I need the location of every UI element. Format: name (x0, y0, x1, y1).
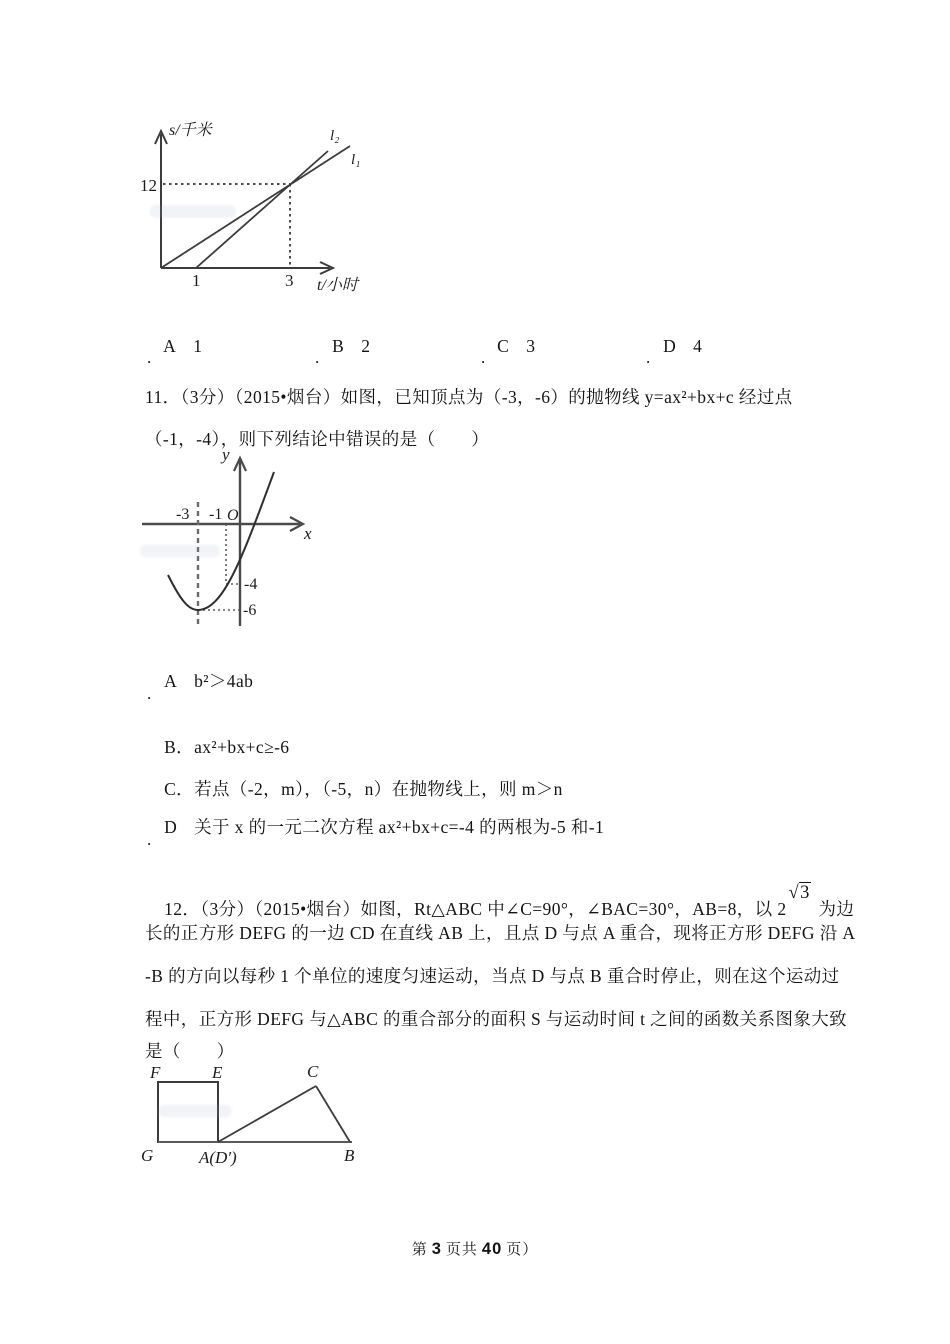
q10-option-b (313, 313, 370, 379)
q11-dot-2: . (147, 830, 152, 849)
q12-stem-line1-prefix: 12．（3分）（2015•烟台）如图，Rt△ABC 中∠C=90°，∠BAC=30°，AB=8，以 2 (164, 899, 787, 919)
q10-option-d-value: 4 (693, 336, 703, 356)
q11-option-b-label: B． (164, 737, 195, 757)
q11-option-a-text: b²＞4ab (194, 671, 254, 691)
triangle-side-cb (316, 1086, 350, 1142)
q11-option-d-label: D (164, 817, 178, 837)
q11-option-b-text: ax²+bx+c≥-6 (194, 737, 290, 757)
x-tick-3: 3 (285, 271, 294, 290)
parabola-curve (168, 472, 274, 610)
q10-option-c-value: 3 (526, 336, 536, 356)
watermark-smudge (158, 1105, 232, 1117)
label-e: E (212, 1063, 223, 1082)
watermark-smudge (140, 545, 220, 557)
q11-stem-line2: （-1，-4），则下列结论中错误的是（ ） (145, 429, 490, 449)
q10-option-b-label: B (332, 336, 345, 356)
footer-page-number: 3 (431, 1240, 442, 1258)
tick-neg4: -4 (244, 576, 258, 593)
y-tick-12: 12 (140, 176, 157, 195)
tick-neg1: -1 (209, 506, 223, 523)
q11-option-d (145, 794, 604, 860)
radical-icon: √ (788, 883, 800, 903)
figure-parabola-graph (134, 446, 359, 641)
q10-option-d (644, 313, 702, 379)
label-c: C (307, 1062, 319, 1081)
sqrt-radicand: 3 (800, 883, 810, 903)
x-axis-label: t/小时 (317, 277, 358, 294)
q12-stem-line1-suffix: 为边 (813, 899, 855, 919)
q10-option-b-value: 2 (361, 336, 371, 356)
q11-option-d-text: 关于 x 的一元二次方程 ax²+bx+c=-4 的两根为-5 和-1 (194, 817, 605, 837)
q12-stem-line3: -B 的方向以每秒 1 个单位的速度匀速运动，当点 D 与点 B 重合时停止，则在这个运动过 (145, 966, 840, 986)
footer-suffix: 页） (506, 1242, 539, 1258)
parabola-y-label: y (222, 446, 230, 464)
q10-dot-c: . (481, 348, 486, 367)
footer-prefix: 第 (411, 1242, 428, 1258)
label-l2: l₂ (330, 128, 340, 144)
q10-option-a-value: 1 (193, 336, 203, 356)
watermark-smudge (150, 205, 236, 218)
q11-stem-line1: 11．（3分）（2015•烟台）如图，已知顶点为（-3，-6）的抛物线 y=ax²+bx+c 经过点 (145, 387, 793, 407)
label-f: F (150, 1063, 161, 1082)
q10-option-a (145, 313, 202, 379)
x-tick-1: 1 (192, 271, 201, 290)
q10-dot-d: . (646, 348, 651, 367)
q11-option-a-label: A (164, 671, 178, 691)
q11-option-c-label: C． (164, 779, 195, 799)
q11-dot-1: . (147, 684, 152, 703)
footer-mid: 页共 (445, 1242, 478, 1258)
tick-neg3: -3 (176, 506, 190, 523)
sqrt-3-expression (789, 882, 811, 904)
q12-stem-line2: 长的正方形 DEFG 的一边 CD 在直线 AB 上，且点 D 与点 A 重合，现将正方形 DEFG 沿 A (145, 923, 856, 943)
q10-dot-b: . (315, 348, 320, 367)
tick-neg6: -6 (243, 602, 257, 619)
q10-option-c-label: C (497, 336, 510, 356)
q11-option-c-text: 若点（-2，m），（-5，n）在抛物线上，则 m＞n (194, 779, 563, 799)
parabola-origin-label: O (227, 507, 239, 524)
q12-stem-line4: 程中，正方形 DEFG 与△ABC 的重合部分的面积 S 与运动时间 t 之间的函数关系图象大致 (145, 1009, 848, 1029)
q10-option-d-label: D (663, 336, 677, 356)
page-footer (0, 1238, 950, 1259)
q10-option-c (478, 313, 535, 379)
y-axis-label: s/千米 (169, 122, 212, 139)
triangle-side-ac (218, 1086, 316, 1142)
label-a-dprime: A(D′) (199, 1148, 237, 1167)
label-b: B (344, 1146, 355, 1165)
label-g: G (141, 1146, 154, 1165)
label-l1: l₁ (351, 152, 361, 168)
q10-option-a-label: A (163, 336, 177, 356)
parabola-x-label: x (304, 524, 312, 543)
footer-total-pages: 40 (481, 1240, 503, 1258)
q10-dot-a: . (147, 348, 152, 367)
q11-option-a (145, 648, 253, 714)
q12-stem-line5: 是（ ） (145, 1041, 235, 1061)
